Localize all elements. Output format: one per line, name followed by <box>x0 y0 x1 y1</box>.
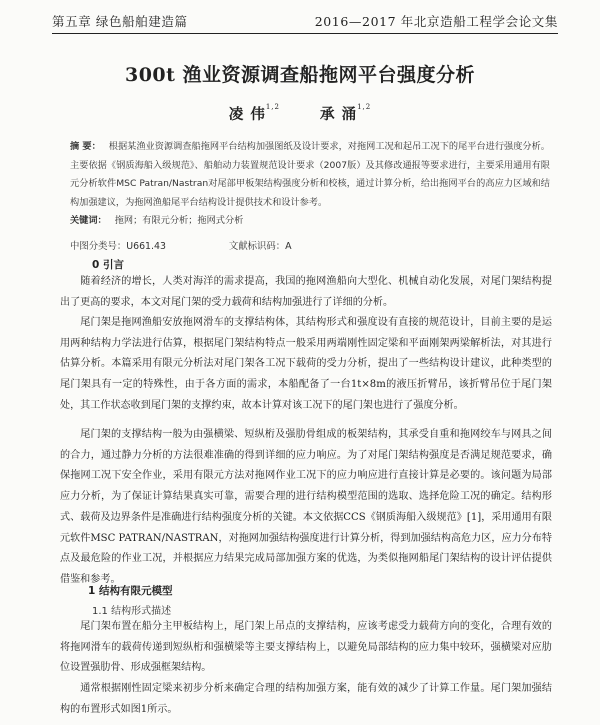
section-0-heading: 0 引言 <box>92 259 124 271</box>
section-1-heading: 1 结构有限元模型 <box>88 585 173 597</box>
intro-paragraph-1: 随着经济的增长，人类对海洋的需求提高，我国的拖网渔船向大型化、机械自动化发展，对尾门架结构提出了更高的要求，本文对尾门架的受力载荷和结构加强进行了详细的分析。 <box>60 276 552 308</box>
header-chapter: 第五章 绿色船舶建造篇 <box>52 14 188 29</box>
keywords-text: 拖网；有限元分析；拖网式分析 <box>114 215 244 227</box>
header-proceedings: 2016—2017 年北京造船工程学会论文集 <box>314 14 558 29</box>
abstract-label: 摘 要： <box>70 141 101 152</box>
author-1: 凌 伟$^{1,2}$ <box>228 103 280 123</box>
running-header <box>52 8 558 34</box>
authors <box>0 103 600 124</box>
abstract-body <box>70 138 550 212</box>
abstract-text: 根据某渔业资源调查船拖网平台结构加强图纸及设计要求，对拖网工况和起吊工况下的尾平台进行强度分析。主要依据《钢质海船入级规范》、船舶动力装置规范设计要求（2007版）及其修改通报等要求进行，主要采用通用有限元分析软件MSC Patran/Nastran对尾部甲板架结构强度分析和校核，通过计算分析，给出拖网平台的高应力区域和结构加强建议，为拖网渔船尾平台结构设计提供技术和设计参考。 <box>70 141 550 208</box>
intro-paragraph-3: 尾门架的支撑结构一般为由强横梁、短纵桁及强肋骨组成的板架结构，其承受自重和拖网绞车与网具之间的合力，通过静力分析的方法很难准确的得到详细的应力响应。为了对尾门架结构强度是否满足规范要求，确保拖网工况下安全作业，采用有限元方法对拖网作业工况下的应力响应进行直接计算是必要的。该问题为局部应力分析，为了保证计算结果真实可靠，需要合理的进行结构模型范围的选取、选择危险工况的确定。结构形式、载荷及边界条件是准确进行结构强度分析的关键。本文依据CCS《钢质海船入级规范》[1]，采用通用有限元软件MSC PATRAN/NASTRAN，对拖网加强结构强度进行计算分析，得到加强结构高危力区，应力分布特点及最危险的作业工况，并根据应力结果完成局部加强方案的优选，为类似拖网船尾门架结构的设计评估提供借鉴和参考。 <box>60 429 552 585</box>
abstract <box>70 138 550 231</box>
keywords <box>70 212 550 231</box>
author-1-affiliation: 1,2 <box>265 103 280 111</box>
classification-line <box>70 238 292 252</box>
document-code: 文献标识码：A <box>228 241 292 252</box>
section-1-1-paragraph-1: 尾门架布置在船分主甲板结构上，尾门架上吊点的支撑结构，应该考虑受力载荷方向的变化，合理有效的将拖网滑车的载荷传递到短纵桁和强横梁等主要支撑结构上，以避免局部结构的应力集中较环，强横梁对应肋位设置强肋骨、形成强框架结构。 <box>60 621 552 674</box>
section-1-1-paragraph-2: 通常根据刚性固定梁来初步分析来确定合理的结构加强方案，能有效的减少了计算工作量。尾门架加强结构的布置形式如图1所示。 <box>60 683 552 715</box>
paper-title: 300t 渔业资源调查船拖网平台强度分析 <box>124 64 476 86</box>
keywords-label: 关键词： <box>70 215 107 227</box>
author-2-affiliation: 1,2 <box>357 103 372 111</box>
intro-paragraph-2: 尾门架是拖网渔船安放拖网滑车的支撑结构体，其结构形式和强度设有直接的规范设计，目前主要的是运用两种结构力学法进行估算，根据尾门架结构特点一般采用两端刚性固定梁和平面刚架两梁解析法，对其进行估算分析。本篇采用有限元分析法对尾门架各工况下载荷的受力分析，提出了一些结构设计建议，此种类型的尾门架具有一定的特殊性，由于各方面的需求，本船配备了一台1t×8m的液压折臂吊，该折臂吊位于尾门架处，其工作状态收到尾门架的支撑约束，故本计算对该工况下的尾门架也进行了强度分析。 <box>60 317 552 411</box>
section-1-1-heading: 1.1 结构形式描述 <box>92 606 172 617</box>
author-2: 承 涌$^{1,2}$ <box>320 103 372 123</box>
clc-number: 中图分类号：U661.43 <box>70 241 166 252</box>
